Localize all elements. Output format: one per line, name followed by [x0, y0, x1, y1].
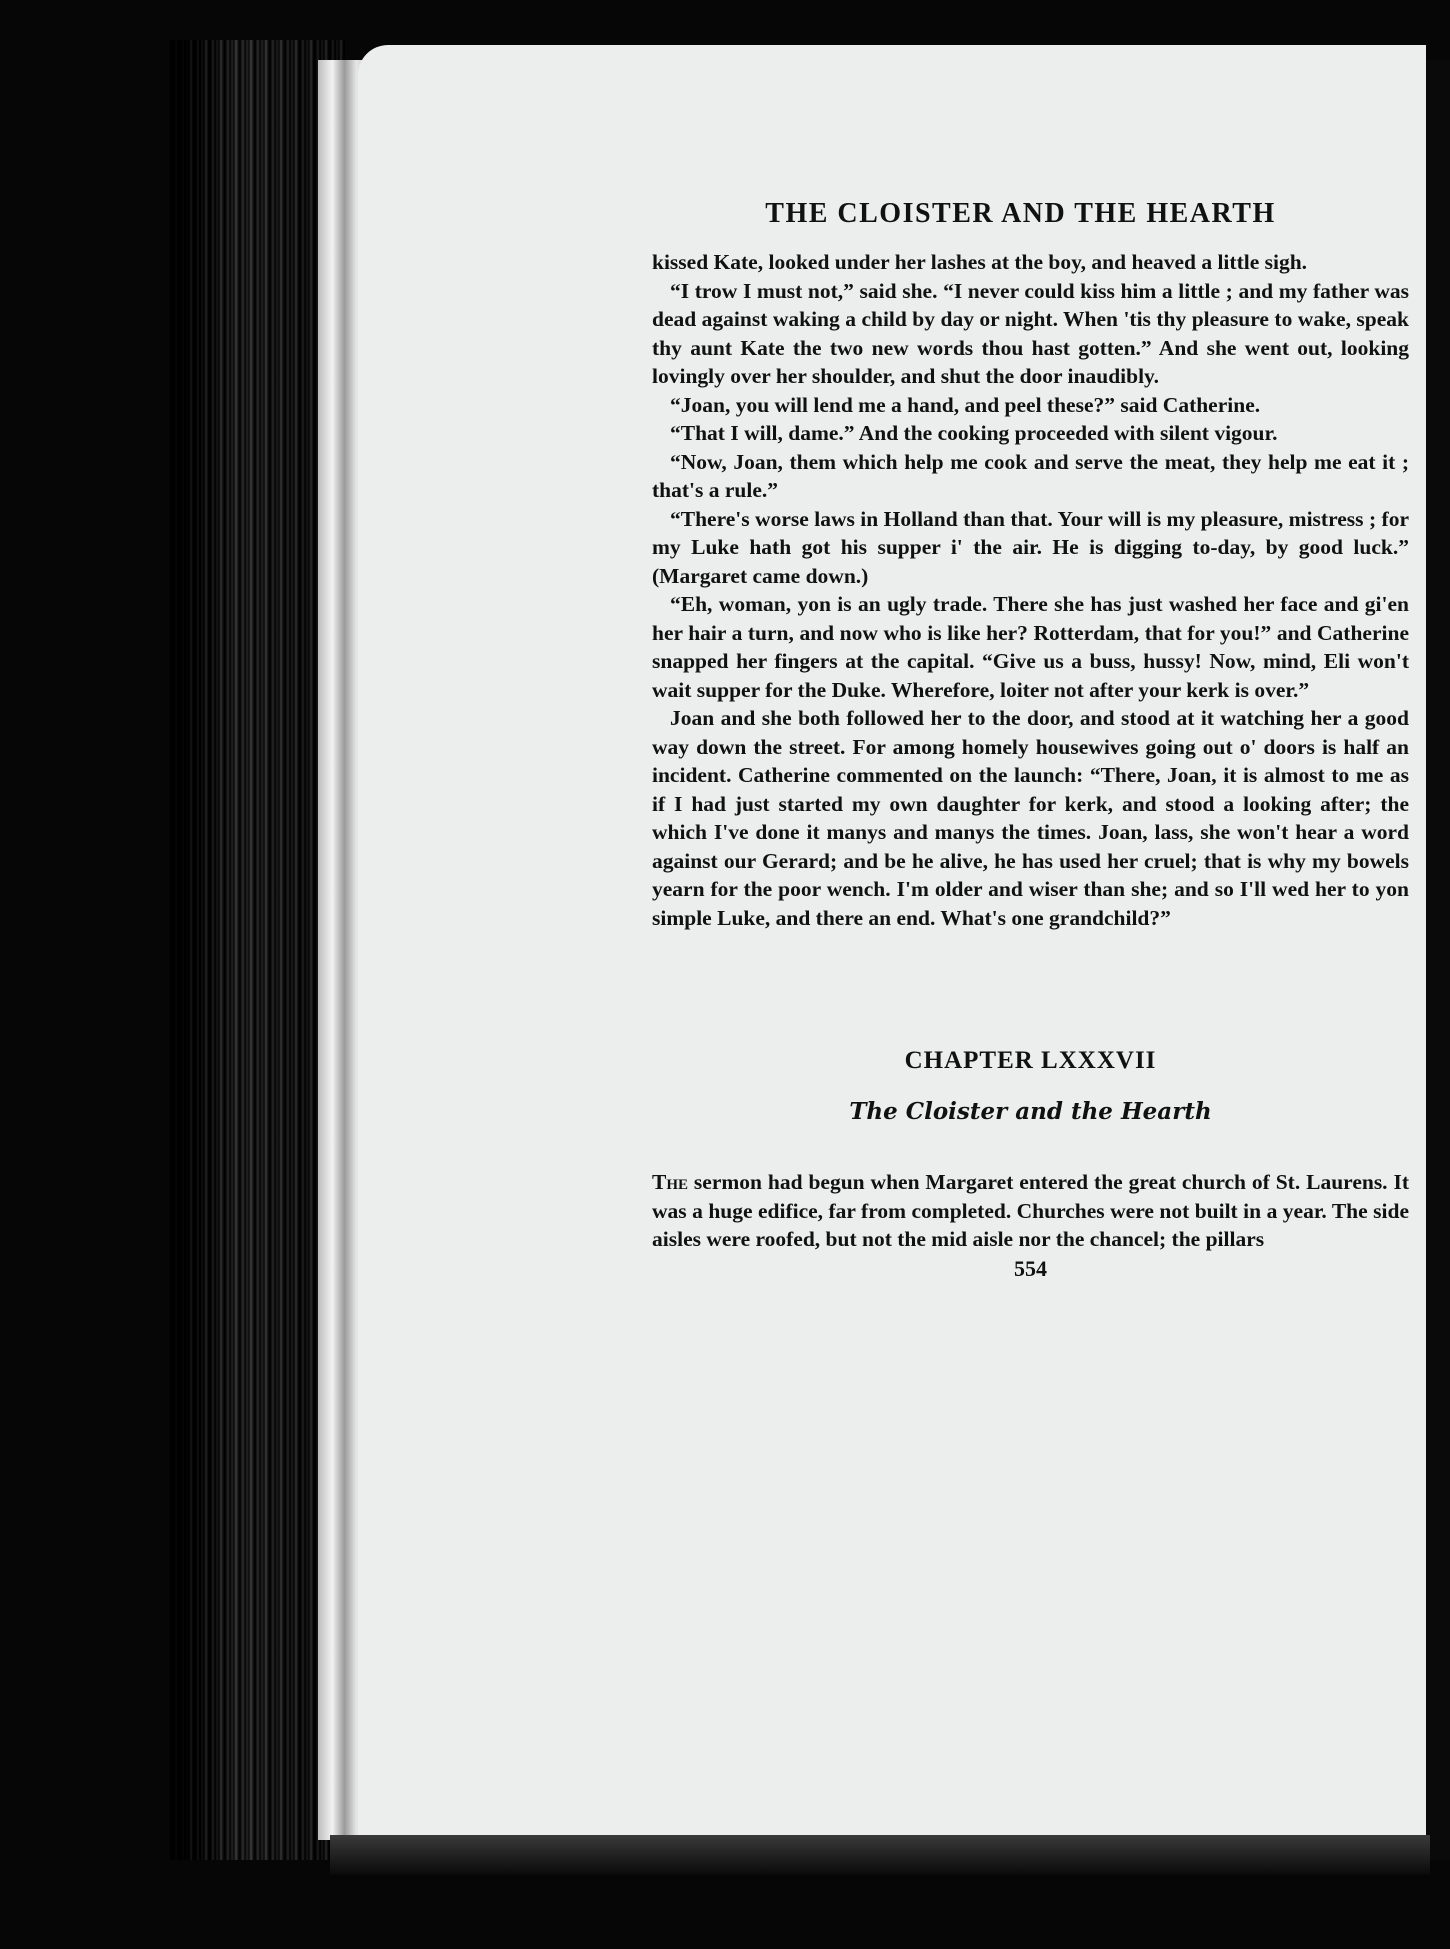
page-bottom-shadow — [330, 1835, 1430, 1875]
chapter-title: CHAPTER LXXXVII — [904, 1047, 1157, 1074]
paragraph: kissed Kate, looked under her lashes at the boy, and heaved a little sigh. — [652, 250, 1308, 274]
running-head: THE CLOISTER AND THE HEARTH — [765, 198, 1276, 229]
paragraph: “That I will, dame.” And the cooking proceeded with silent vigour. — [670, 421, 1278, 445]
paragraph: “Joan, you will lend me a hand, and peel these?” said Catherine. — [670, 392, 1261, 417]
paragraph: “Now, Joan, them which help me cook and serve the meat, they help me eat it ; that's a rule.” — [652, 449, 1409, 502]
chapter-opening-paragraph — [652, 1168, 1409, 1254]
chapter-subtitle: The Cloister and the Hearth — [849, 1098, 1212, 1125]
chapter-lead-word: The — [652, 1170, 689, 1194]
page-number: 554 — [1014, 1255, 1047, 1281]
chapter-opening-text: sermon had begun when Margaret entered the great church of St. Laurens. It was a huge edifice, far from completed. Churches were not built in a year. The side aisles were roofed, but not the mid aisle nor the chancel; the pillars — [652, 1170, 1409, 1251]
paragraph: “Eh, woman, yon is an ugly trade. There she has just washed her face and gi'en her hair a turn, and now who is like her? Rotterdam, that for you!” and Catherine snapped her fingers at the capital. “Give us a buss, hussy! Now, mind, Eli won't wait supper for the Duke. Wherefore, loiter not after your kerk is over.” — [652, 592, 1409, 702]
paragraph: “I trow I must not,” said she. “I never could kiss him a little ; and my father was dead against waking a child by day or night. When 'tis thy pleasure to wake, speak thy aunt Kate the two new words thou hast gotten.” And she went out, looking lovingly over her shoulder, and shut the door inaudibly. — [652, 278, 1409, 388]
page-text-block — [652, 198, 1409, 1282]
paragraph: “There's worse laws in Holland than that. Your will is my pleasure, mistress ; for my Luke hath got his supper i' the air. He is digging to-day, by good luck.” (Margaret came down.) — [652, 506, 1409, 588]
right-page-edge — [1426, 60, 1450, 1860]
paragraph: Joan and she both followed her to the door, and stood at it watching her a good way down the street. For among homely housewives going out o' doors is half an incident. Catherine commented on the launch: “There, Joan, it is almost to me as if I had just started my own daughter for kerk, and stood a looking after; the which I've done it manys and manys the times. Joan, lass, she won't hear a word against our Gerard; and be he alive, he has used her cruel; that is why my bowels yearn for the poor wench. I'm older and wiser than she; and so I'll wed her to yon simple Luke, and there an end. What's one grandchild?” — [652, 706, 1409, 930]
